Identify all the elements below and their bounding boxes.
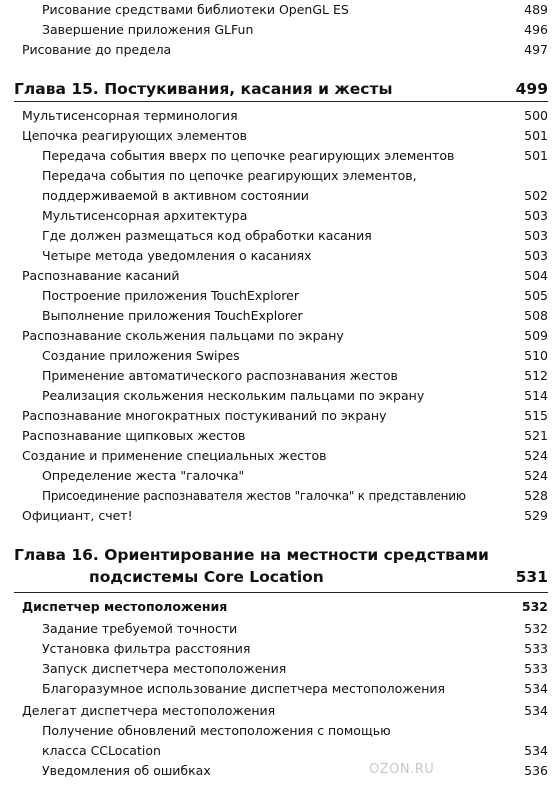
entry-page: 534 [524,681,548,696]
chapter-page: 531 [515,568,548,586]
entry-title: Уведомления об ошибках [42,763,211,778]
toc-entry [0,106,560,126]
entry-page: 533 [524,641,548,656]
entry-title: Распознавание касаний [22,268,180,283]
toc-entry [0,659,560,679]
entry-page: 532 [524,621,548,636]
entry-page: 524 [524,468,548,483]
toc-entry [0,40,560,60]
entry-title: Делегат диспетчера местоположения [22,703,276,718]
entry-page: 500 [524,108,548,123]
entry-title: поддерживаемой в активном состоянии [42,188,309,203]
entry-title: Построение приложения TouchExplorer [42,288,299,303]
entry-title: Определение жеста "галочка" [42,468,245,483]
toc-entry [0,226,560,246]
entry-title: Получение обновлений местоположения с помощью [42,723,391,738]
entry-page: 502 [524,188,548,203]
entry-page: 496 [524,22,548,37]
entry-title: Где должен размещаться код обработки касания [42,228,372,243]
entry-page: 533 [524,661,548,676]
entry-title: Мультисенсорная архитектура [42,208,248,223]
toc-entry [0,20,560,40]
toc-entry [0,126,560,146]
chapter-title-line2: подсистемы Core Location [89,568,324,586]
entry-title: класса CCLocation [42,743,161,758]
entry-title: Завершение приложения GLFun [42,22,254,37]
entry-title: Передача события вверх по цепочке реагирующих элементов [42,148,455,163]
entry-title: Цепочка реагирующих элементов [22,128,248,143]
toc-entry [0,761,560,781]
toc-entry [0,326,560,346]
entry-title: Применение автоматического распознавания жестов [42,368,398,383]
entry-title: Присоединение распознавателя жестов "галочка" к представлению [42,489,466,503]
toc-entry [0,597,560,617]
entry-page: 497 [524,42,548,57]
entry-title: Создание приложения Swipes [42,348,240,363]
toc-entry [0,266,560,286]
toc-entry [0,366,560,386]
entry-page: 510 [524,348,548,363]
entry-page: 501 [524,148,548,163]
entry-page: 501 [524,128,548,143]
toc-entry [0,506,560,526]
entry-page: 528 [524,488,548,503]
entry-page: 512 [524,368,548,383]
chapter-rule [14,592,548,593]
entry-title: Реализация скольжения нескольким пальцами по экрану [42,388,425,403]
entry-title: Распознавание скольжения пальцами по экрану [22,328,344,343]
toc-entry [0,346,560,366]
toc-entry [0,286,560,306]
chapter-rule [14,101,548,102]
toc-entry [0,146,560,166]
entry-title: Передача события по цепочке реагирующих элементов, [42,168,417,183]
entry-title: Распознавание щипковых жестов [22,428,246,443]
entry-page: 534 [524,703,548,718]
toc-entry [0,426,560,446]
entry-title: Выполнение приложения TouchExplorer [42,308,303,323]
entry-title: Запуск диспетчера местоположения [42,661,287,676]
toc-entry [0,186,560,206]
entry-page: 504 [524,268,548,283]
chapter-title-line1: Глава 16. Ориентирование на местности средствами [14,546,489,564]
entry-title: Официант, счет! [22,508,133,523]
entry-page: 529 [524,508,548,523]
chapter-title: Глава 15. Постукивания, касания и жесты [14,80,393,98]
toc-entry [0,246,560,266]
entry-title: Рисование до предела [22,42,172,57]
toc-entry [0,619,560,639]
toc-entry [0,166,560,186]
chapter-page: 499 [515,80,548,98]
entry-page: 532 [521,599,548,614]
toc-entry [0,406,560,426]
entry-page: 536 [524,763,548,778]
toc-entry [0,386,560,406]
entry-title: Создание и применение специальных жестов [22,448,327,463]
toc-entry [0,639,560,659]
entry-title: Задание требуемой точности [42,621,238,636]
entry-page: 503 [524,248,548,263]
toc-entry [0,306,560,326]
toc-entry [0,486,560,506]
toc-entry [0,466,560,486]
entry-page: 508 [524,308,548,323]
entry-page: 505 [524,288,548,303]
entry-page: 503 [524,228,548,243]
toc-entry [0,206,560,226]
toc-entry [0,0,560,20]
entry-title: Четыре метода уведомления о касаниях [42,248,312,263]
entry-page: 503 [524,208,548,223]
toc-entry [0,701,560,721]
entry-title: Мультисенсорная терминология [22,108,238,123]
entry-page: 521 [524,428,548,443]
entry-title: Рисование средствами библиотеки OpenGL ES [42,2,349,17]
entry-page: 534 [524,743,548,758]
entry-page: 515 [524,408,548,423]
toc-entry [0,741,560,761]
entry-page: 514 [524,388,548,403]
toc-entry [0,679,560,699]
watermark: OZON.RU [369,762,435,777]
entry-page: 489 [524,2,548,17]
entry-page: 524 [524,448,548,463]
entry-title: Благоразумное использование диспетчера местоположения [42,681,446,696]
entry-title: Установка фильтра расстояния [42,641,251,656]
toc-entry [0,721,560,741]
entry-title: Диспетчер местоположения [22,599,228,614]
entry-page: 509 [524,328,548,343]
toc-entry [0,446,560,466]
entry-title: Распознавание многократных постукиваний по экрану [22,408,387,423]
